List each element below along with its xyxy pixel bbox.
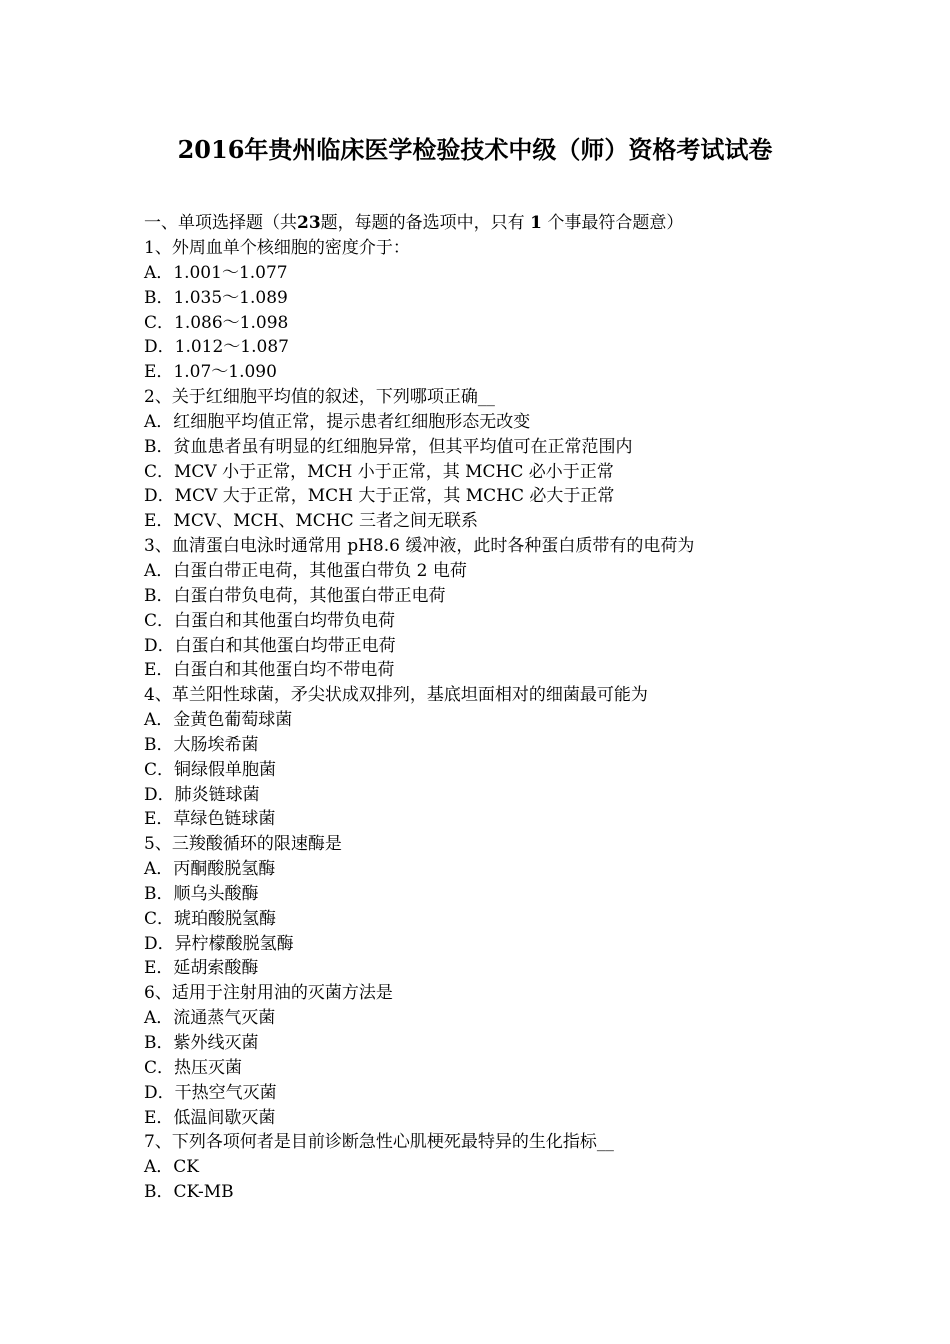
answer-option: E．草绿色链球菌 <box>144 809 276 830</box>
answer-count: 1 <box>530 213 542 233</box>
question-count: 23 <box>297 213 321 233</box>
answer-option: A．丙酮酸脱氢酶 <box>144 859 276 880</box>
section-header-part2: 题，每题的备选项中，只有 <box>320 213 525 233</box>
section-header <box>144 211 683 236</box>
section-header-part1: 一、单项选择题（共 <box>144 213 297 233</box>
answer-option: B．白蛋白带负电荷，其他蛋白带正电荷 <box>144 585 446 606</box>
answer-option: C．白蛋白和其他蛋白均带负电荷 <box>144 610 396 631</box>
section-header-part3: 个事最符合题意） <box>547 213 684 233</box>
answer-option: C．MCV 小于正常，MCH 小于正常，其 MCHC 必小于正常 <box>144 461 614 482</box>
question-stem: 1、外周血单个核细胞的密度介于： <box>144 238 410 258</box>
answer-option: A．白蛋白带正电荷，其他蛋白带负 2 电荷 <box>144 560 467 581</box>
answer-option: A．CK <box>144 1157 199 1178</box>
answer-option: B．大肠埃希菌 <box>144 734 259 755</box>
answer-option: B．CK-MB <box>144 1182 234 1203</box>
answer-option: D．白蛋白和其他蛋白均带正电荷 <box>144 635 396 656</box>
answer-option: A．流通蒸气灭菌 <box>144 1008 276 1029</box>
answer-option: E．MCV、MCH、MCHC 三者之间无联系 <box>144 511 478 532</box>
answer-option: C．琥珀酸脱氢酶 <box>144 908 277 929</box>
answer-option: D．异柠檬酸脱氢酶 <box>144 933 294 954</box>
document-title: 2016年贵州临床医学检验技术中级（师）资格考试试卷 <box>177 135 773 164</box>
answer-option: A．红细胞平均值正常，提示患者红细胞形态无改变 <box>144 411 531 432</box>
answer-option: B．贫血患者虽有明显的红细胞异常，但其平均值可在正常范围内 <box>144 436 633 457</box>
answer-option: D．肺炎链球菌 <box>144 784 260 805</box>
question-stem: 4、革兰阳性球菌，矛尖状成双排列，基底坦面相对的细菌最可能为 <box>144 685 648 706</box>
answer-option: C．铜绿假单胞菌 <box>144 759 277 780</box>
question-stem: 7、下列各项何者是目前诊断急性心肌梗死最特异的生化指标__ <box>144 1132 614 1153</box>
answer-option: A．金黄色葡萄球菌 <box>144 710 293 731</box>
answer-option: B．顺乌头酸酶 <box>144 883 259 904</box>
question-list <box>144 236 844 1205</box>
answer-option: D．干热空气灭菌 <box>144 1082 277 1103</box>
answer-option: E．低温间歇灭菌 <box>144 1107 276 1128</box>
answer-option: B．1.035～1.089 <box>144 287 288 308</box>
answer-option: E．白蛋白和其他蛋白均不带电荷 <box>144 660 395 681</box>
answer-option: C．1.086～1.098 <box>144 312 289 333</box>
question-stem: 3、血清蛋白电泳时通常用 pH8.6 缓冲液，此时各种蛋白质带有的电荷为 <box>144 536 695 557</box>
answer-option: D．1.012～1.087 <box>144 337 289 358</box>
answer-option: A．1.001～1.077 <box>144 262 288 283</box>
answer-option: B．紫外线灭菌 <box>144 1033 259 1053</box>
question-stem: 6、适用于注射用油的灭菌方法是 <box>144 983 393 1004</box>
answer-option: D．MCV 大于正常，MCH 大于正常，其 MCHC 必大于正常 <box>144 486 615 507</box>
answer-option: C．热压灭菌 <box>144 1057 243 1078</box>
answer-option: E．延胡索酸酶 <box>144 958 259 979</box>
question-stem: 2、关于红细胞平均值的叙述，下列哪项正确__ <box>144 387 495 408</box>
question-stem: 5、三羧酸循环的限速酶是 <box>144 834 342 855</box>
answer-option: E．1.07～1.090 <box>144 362 277 383</box>
